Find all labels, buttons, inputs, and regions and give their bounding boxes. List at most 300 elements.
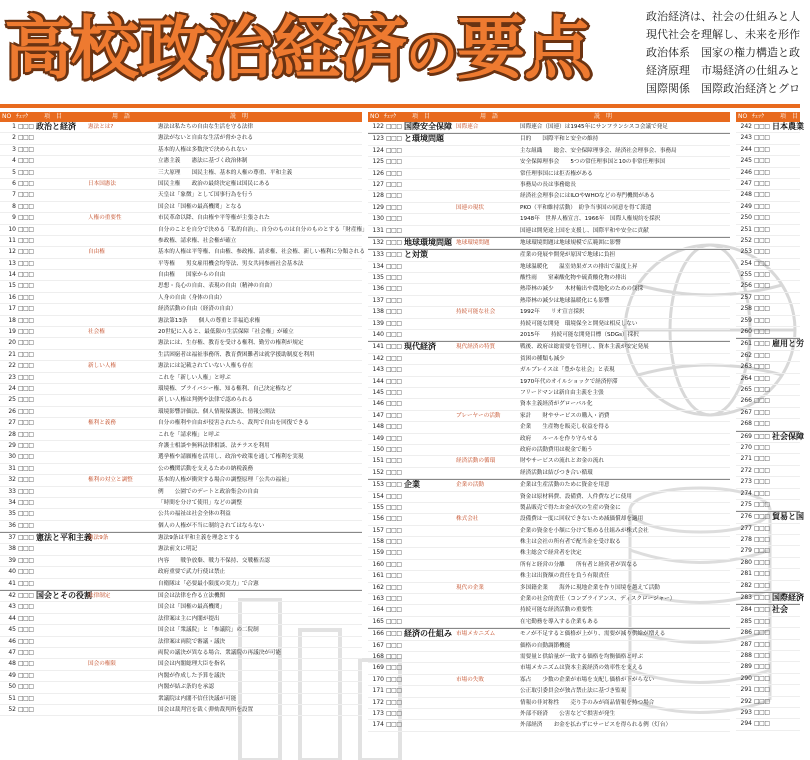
table-row [0, 293, 362, 304]
row-category: 貿易と国 [772, 512, 804, 522]
check-boxes[interactable]: □□□ [386, 262, 402, 270]
row-number: 25 [8, 396, 16, 404]
table-row [368, 698, 730, 709]
check-boxes[interactable]: □□□ [386, 526, 402, 534]
row-number: 17 [8, 305, 16, 313]
row-number: 286 [740, 629, 752, 637]
row-number: 170 [372, 675, 384, 683]
row-number: 31 [8, 464, 16, 472]
page-title [4, 2, 591, 103]
check-boxes[interactable]: □□□ [18, 603, 34, 611]
check-boxes[interactable]: □□□ [754, 629, 770, 637]
check-boxes[interactable]: □□□ [18, 498, 34, 506]
row-category: 社会保障 [772, 431, 804, 441]
row-description: 寡占 少数の企業が市場を支配し価格が下がらない [520, 676, 655, 683]
table-row [0, 145, 362, 156]
check-boxes[interactable]: □□□ [18, 592, 34, 600]
row-description: 酸性雨 窒素酸化物や硫黄酸化物の排出 [520, 275, 627, 282]
row-number: 267 [740, 408, 752, 416]
check-boxes[interactable]: □□□ [386, 549, 402, 557]
table-row [0, 614, 362, 625]
check-boxes[interactable]: □□□ [754, 385, 770, 393]
row-number: 151 [372, 457, 384, 465]
table-row [736, 431, 804, 443]
row-number: 133 [372, 251, 384, 259]
check-boxes[interactable]: □□□ [18, 328, 34, 336]
check-boxes[interactable]: □□□ [18, 579, 34, 587]
check-boxes[interactable]: □□□ [386, 331, 402, 339]
check-boxes[interactable]: □□□ [18, 339, 34, 347]
table-row [368, 157, 730, 168]
table-row [368, 628, 730, 640]
table-row [368, 180, 730, 191]
page-header [0, 0, 800, 100]
check-boxes[interactable]: □□□ [386, 641, 402, 649]
check-boxes[interactable]: □□□ [386, 721, 402, 729]
title-main: 高校政治経済 [4, 10, 407, 89]
check-boxes[interactable]: □□□ [386, 274, 402, 282]
check-boxes[interactable]: □□□ [386, 251, 402, 259]
row-number: 149 [372, 434, 384, 442]
row-number: 163 [372, 595, 384, 603]
check-boxes[interactable]: □□□ [18, 293, 34, 301]
row-term: 市場メカニズム [456, 631, 496, 638]
row-description: 国会は裁判官を裁く弾劾裁判所を設置 [158, 706, 254, 713]
check-boxes[interactable]: □□□ [386, 687, 402, 695]
check-boxes[interactable]: □□□ [386, 675, 402, 683]
check-boxes[interactable]: □□□ [18, 362, 34, 370]
check-boxes[interactable]: □□□ [386, 400, 402, 408]
row-number: 273 [740, 478, 752, 486]
check-boxes[interactable]: □□□ [754, 145, 770, 153]
row-description: 経済社会理事会にはILOやWHOなどの専門機関がある [520, 193, 655, 200]
check-boxes[interactable]: □□□ [754, 455, 770, 463]
table-header [368, 112, 730, 122]
check-boxes[interactable]: □□□ [754, 581, 770, 589]
row-term: 株式会社 [456, 516, 479, 523]
table-row [368, 249, 730, 261]
check-boxes[interactable]: □□□ [754, 134, 770, 142]
check-boxes[interactable]: □□□ [754, 236, 770, 244]
check-boxes[interactable]: □□□ [18, 626, 34, 634]
check-boxes[interactable]: □□□ [754, 524, 770, 532]
check-boxes[interactable]: □□□ [754, 340, 770, 348]
check-boxes[interactable]: □□□ [754, 432, 770, 440]
check-boxes[interactable]: □□□ [18, 191, 34, 199]
check-boxes[interactable]: □□□ [386, 595, 402, 603]
check-boxes[interactable]: □□□ [754, 489, 770, 497]
check-boxes[interactable]: □□□ [18, 671, 34, 679]
check-boxes[interactable]: □□□ [754, 420, 770, 428]
check-boxes[interactable]: □□□ [754, 443, 770, 451]
check-boxes[interactable]: □□□ [754, 259, 770, 267]
row-number: 260 [740, 328, 752, 336]
header-item: 項 目 [44, 113, 63, 120]
header-no: NO [738, 113, 748, 120]
row-number: 251 [740, 225, 752, 233]
table-row [736, 327, 800, 338]
column-3 [736, 112, 804, 756]
check-boxes[interactable]: □□□ [386, 377, 402, 385]
check-boxes[interactable]: □□□ [754, 293, 770, 301]
row-description: 政府重要で武力行使は禁止 [158, 569, 226, 576]
check-boxes[interactable]: □□□ [386, 123, 402, 130]
check-boxes[interactable]: □□□ [18, 476, 34, 484]
row-number: 290 [740, 674, 752, 682]
check-boxes[interactable]: □□□ [386, 354, 402, 362]
row-number: 42 [8, 592, 16, 600]
table-row [736, 156, 800, 167]
table-row [368, 456, 730, 467]
check-boxes[interactable]: □□□ [18, 373, 34, 381]
row-term: 市場の失敗 [456, 676, 484, 683]
check-boxes[interactable]: □□□ [386, 630, 402, 638]
table-row [0, 648, 362, 659]
row-number: 154 [372, 492, 384, 500]
check-boxes[interactable]: □□□ [754, 282, 770, 290]
check-boxes[interactable]: □□□ [754, 663, 770, 671]
check-boxes[interactable]: □□□ [18, 305, 34, 313]
check-boxes[interactable]: □□□ [18, 683, 34, 691]
check-boxes[interactable]: □□□ [18, 225, 34, 233]
header-check: ﾁｪｯｸ [16, 113, 29, 120]
check-boxes[interactable]: □□□ [754, 606, 770, 614]
check-boxes[interactable]: □□□ [18, 384, 34, 392]
check-boxes[interactable]: □□□ [386, 515, 402, 523]
check-boxes[interactable]: □□□ [754, 651, 770, 659]
table-row [368, 652, 730, 663]
row-description: 自分のことを自分で決める「私的自治」、自分のものは自分のものとする「財産権」 [158, 226, 368, 233]
row-number: 36 [8, 521, 16, 529]
table-row [736, 546, 800, 557]
check-boxes[interactable]: □□□ [386, 238, 402, 246]
row-number: 264 [740, 374, 752, 382]
row-number: 47 [8, 648, 16, 656]
table-row [736, 247, 800, 258]
table-row [368, 709, 730, 720]
row-number: 150 [372, 445, 384, 453]
check-boxes[interactable]: □□□ [18, 179, 34, 187]
check-boxes[interactable]: □□□ [18, 202, 34, 210]
row-description: 財やサービスの流れとお金の流れ [520, 458, 604, 465]
table-row [736, 604, 800, 616]
row-description: ガルブレイスは「豊かな社会」と表現 [520, 367, 615, 374]
check-boxes[interactable]: □□□ [18, 419, 34, 427]
check-boxes[interactable]: □□□ [754, 305, 770, 313]
check-boxes[interactable]: □□□ [754, 558, 770, 566]
row-category: 国際経済 [772, 593, 804, 603]
table-row [736, 293, 800, 304]
table-row [736, 569, 800, 580]
check-boxes[interactable]: □□□ [18, 157, 34, 165]
table-row [736, 213, 800, 224]
check-boxes[interactable]: □□□ [18, 453, 34, 461]
row-number: 18 [8, 316, 16, 324]
row-description: 目的 国際平和と安全の維持 [520, 136, 599, 143]
table-row [0, 270, 362, 281]
check-boxes[interactable]: □□□ [386, 538, 402, 546]
check-boxes[interactable]: □□□ [386, 308, 402, 316]
table-row [736, 511, 804, 523]
table-row [0, 168, 362, 179]
check-boxes[interactable]: □□□ [386, 606, 402, 614]
table-row [0, 350, 362, 361]
check-boxes[interactable]: □□□ [754, 500, 770, 508]
check-boxes[interactable]: □□□ [18, 168, 34, 176]
table-row [368, 686, 730, 697]
check-boxes[interactable]: □□□ [754, 640, 770, 648]
table-row [368, 191, 730, 202]
check-boxes[interactable]: □□□ [754, 225, 770, 233]
table-row [368, 468, 730, 479]
row-number: 262 [740, 351, 752, 359]
check-boxes[interactable]: □□□ [754, 351, 770, 359]
check-boxes[interactable]: □□□ [386, 445, 402, 453]
check-boxes[interactable]: □□□ [754, 157, 770, 165]
check-boxes[interactable]: □□□ [386, 664, 402, 672]
check-boxes[interactable]: □□□ [386, 226, 402, 234]
check-boxes[interactable]: □□□ [18, 430, 34, 438]
check-boxes[interactable]: □□□ [386, 468, 402, 476]
table-row [0, 338, 362, 349]
table-row [736, 190, 800, 201]
check-boxes[interactable]: □□□ [386, 457, 402, 465]
row-category: 経済の仕組み [404, 629, 452, 639]
check-boxes[interactable]: □□□ [754, 271, 770, 279]
check-boxes[interactable]: □□□ [754, 570, 770, 578]
row-description: 国会は「衆議院」と「参議院」の二院制 [158, 627, 259, 634]
table-row [368, 605, 730, 616]
table-row [0, 659, 362, 670]
check-boxes[interactable]: □□□ [386, 180, 402, 188]
title-particle: の [406, 25, 458, 85]
table-row [736, 674, 800, 685]
check-boxes[interactable]: □□□ [386, 203, 402, 211]
check-boxes[interactable]: □□□ [386, 492, 402, 500]
check-boxes[interactable]: □□□ [386, 215, 402, 223]
check-boxes[interactable]: □□□ [18, 510, 34, 518]
table-row [368, 296, 730, 307]
check-boxes[interactable]: □□□ [754, 697, 770, 705]
check-boxes[interactable]: □□□ [754, 397, 770, 405]
row-number: 128 [372, 192, 384, 200]
table-row [736, 477, 800, 488]
check-boxes[interactable]: □□□ [18, 145, 34, 153]
check-boxes[interactable]: □□□ [386, 343, 402, 351]
table-row [0, 361, 362, 372]
table-row [0, 579, 362, 590]
check-boxes[interactable]: □□□ [18, 464, 34, 472]
check-boxes[interactable]: □□□ [754, 191, 770, 199]
check-boxes[interactable]: □□□ [754, 466, 770, 474]
row-number: 274 [740, 489, 752, 497]
check-boxes[interactable]: □□□ [18, 556, 34, 564]
row-number: 52 [8, 705, 16, 713]
check-boxes[interactable]: □□□ [18, 214, 34, 222]
check-boxes[interactable]: □□□ [18, 487, 34, 495]
check-boxes[interactable]: □□□ [386, 572, 402, 580]
row-description: 外部不経済 公害などで損害が発生 [520, 710, 616, 717]
table-row [368, 146, 730, 157]
check-boxes[interactable]: □□□ [386, 617, 402, 625]
check-boxes[interactable]: □□□ [754, 248, 770, 256]
row-description: PKO（平和維持活動） 紛争当事国の同意を得て派遣 [520, 204, 652, 211]
check-boxes[interactable]: □□□ [754, 720, 770, 728]
row-number: 143 [372, 366, 384, 374]
row-description: 企業の資金を小額に分けて集める仕組みが株式会社 [520, 527, 649, 534]
table-body [368, 122, 730, 732]
check-boxes[interactable]: □□□ [18, 316, 34, 324]
check-boxes[interactable]: □□□ [386, 296, 402, 304]
check-boxes[interactable]: □□□ [754, 374, 770, 382]
check-boxes[interactable]: □□□ [386, 481, 402, 489]
check-boxes[interactable]: □□□ [18, 660, 34, 668]
table-row [368, 422, 730, 433]
row-number: 33 [8, 487, 16, 495]
table-row [368, 594, 730, 605]
row-category: 企業 [404, 480, 420, 490]
row-number: 266 [740, 397, 752, 405]
check-boxes[interactable]: □□□ [754, 168, 770, 176]
header-no: NO [370, 113, 380, 120]
check-boxes[interactable]: □□□ [18, 545, 34, 553]
check-boxes[interactable]: □□□ [386, 652, 402, 660]
table-row [0, 236, 362, 247]
check-boxes[interactable]: □□□ [754, 594, 770, 602]
table-row [368, 526, 730, 537]
check-boxes[interactable]: □□□ [386, 583, 402, 591]
check-boxes[interactable]: □□□ [386, 560, 402, 568]
check-boxes[interactable]: □□□ [386, 388, 402, 396]
table-row [0, 430, 362, 441]
row-description: モノが不足すると価格が上がり、需要が減り供給が増える [520, 631, 666, 638]
row-number: 158 [372, 538, 384, 546]
row-number: 44 [8, 614, 16, 622]
check-boxes[interactable]: □□□ [386, 366, 402, 374]
row-number: 144 [372, 377, 384, 385]
check-boxes[interactable]: □□□ [18, 282, 34, 290]
check-boxes[interactable]: □□□ [754, 674, 770, 682]
row-description: 例 公園でのデートと政治集会の自由 [158, 488, 259, 495]
check-boxes[interactable]: □□□ [754, 547, 770, 555]
check-boxes[interactable]: □□□ [754, 328, 770, 336]
table-row [0, 544, 362, 555]
row-description: 多国籍企業 海外に現地企業を作り国境を越えて活動 [520, 584, 660, 591]
check-boxes[interactable]: □□□ [386, 169, 402, 177]
check-boxes[interactable]: □□□ [754, 708, 770, 716]
check-boxes[interactable]: □□□ [386, 192, 402, 200]
table-row [0, 190, 362, 201]
check-boxes[interactable]: □□□ [18, 441, 34, 449]
check-boxes[interactable]: □□□ [18, 614, 34, 622]
row-number: 49 [8, 671, 16, 679]
header-item: 項 目 [780, 113, 799, 120]
header-check: ﾁｪｯｸ [384, 113, 397, 120]
check-boxes[interactable]: □□□ [18, 350, 34, 358]
check-boxes[interactable]: □□□ [386, 411, 402, 419]
check-boxes[interactable]: □□□ [18, 568, 34, 576]
check-boxes[interactable]: □□□ [386, 434, 402, 442]
row-description: 国会は内閣総理大臣を指名 [158, 661, 226, 668]
table-row [368, 214, 730, 225]
check-boxes[interactable]: □□□ [754, 617, 770, 625]
check-boxes[interactable]: □□□ [754, 513, 770, 521]
row-description: 産業の発展や開発が原因で地球に負担 [520, 252, 616, 259]
check-boxes[interactable]: □□□ [18, 407, 34, 415]
check-boxes[interactable]: □□□ [754, 123, 770, 130]
check-boxes[interactable]: □□□ [18, 123, 34, 130]
check-boxes[interactable]: □□□ [386, 698, 402, 706]
row-term: 憲法9条 [88, 535, 109, 542]
row-number: 152 [372, 468, 384, 476]
check-boxes[interactable]: □□□ [18, 648, 34, 656]
check-boxes[interactable]: □□□ [18, 259, 34, 267]
row-number: 279 [740, 547, 752, 555]
check-boxes[interactable]: □□□ [18, 534, 34, 542]
row-term: プレーヤーの活動 [456, 412, 501, 419]
row-number: 131 [372, 226, 384, 234]
check-boxes[interactable]: □□□ [386, 319, 402, 327]
check-boxes[interactable]: □□□ [18, 396, 34, 404]
row-description: 両院の議決が異なる場合、衆議院の再議決が可能 [158, 649, 282, 656]
row-description: 衆議院は内閣不信任決議が可能 [158, 695, 237, 702]
check-boxes[interactable]: □□□ [754, 478, 770, 486]
check-boxes[interactable]: □□□ [754, 408, 770, 416]
table-row [736, 500, 800, 511]
check-boxes[interactable]: □□□ [386, 146, 402, 154]
check-boxes[interactable]: □□□ [18, 236, 34, 244]
row-description: 公正取引委員会が独占禁止法に基づき監視 [520, 688, 627, 695]
intro-line: 政治体系 国家の権力構造と政 [646, 46, 800, 59]
row-number: 156 [372, 515, 384, 523]
check-boxes[interactable]: □□□ [18, 521, 34, 529]
check-boxes[interactable]: □□□ [754, 316, 770, 324]
check-boxes[interactable]: □□□ [18, 637, 34, 645]
row-number: 242 [740, 123, 752, 130]
check-boxes[interactable]: □□□ [386, 423, 402, 431]
check-boxes[interactable]: □□□ [18, 271, 34, 279]
check-boxes[interactable]: □□□ [386, 503, 402, 511]
check-boxes[interactable]: □□□ [18, 134, 34, 142]
table-row [0, 452, 362, 463]
table-row [368, 583, 730, 594]
check-boxes[interactable]: □□□ [386, 709, 402, 717]
row-number: 43 [8, 603, 16, 611]
check-boxes[interactable]: □□□ [18, 248, 34, 256]
row-number: 40 [8, 568, 16, 576]
row-description: 選挙権や請願権を活用し、政治や政策を通して権利を実現 [158, 454, 304, 461]
check-boxes[interactable]: □□□ [754, 363, 770, 371]
row-number: 167 [372, 641, 384, 649]
check-boxes[interactable]: □□□ [386, 135, 402, 143]
check-boxes[interactable]: □□□ [386, 285, 402, 293]
check-boxes[interactable]: □□□ [754, 202, 770, 210]
check-boxes[interactable]: □□□ [18, 694, 34, 702]
check-boxes[interactable]: □□□ [754, 179, 770, 187]
row-description: 生活困窮者は福祉事務所、教育費困難者は就学援助制度を利用 [158, 351, 315, 358]
check-boxes[interactable]: □□□ [18, 705, 34, 713]
check-boxes[interactable]: □□□ [754, 214, 770, 222]
table-row [0, 602, 362, 613]
check-boxes[interactable]: □□□ [754, 686, 770, 694]
row-term: 地球環境問題 [456, 239, 490, 246]
check-boxes[interactable]: □□□ [754, 536, 770, 544]
check-boxes[interactable]: □□□ [386, 158, 402, 166]
row-description: 20世紀に入ると、最低限の生活保障「社会権」が確立 [158, 329, 294, 336]
row-number: 8 [12, 202, 16, 210]
row-description: 貧困の種類も減少 [520, 355, 565, 362]
row-number: 293 [740, 708, 752, 716]
